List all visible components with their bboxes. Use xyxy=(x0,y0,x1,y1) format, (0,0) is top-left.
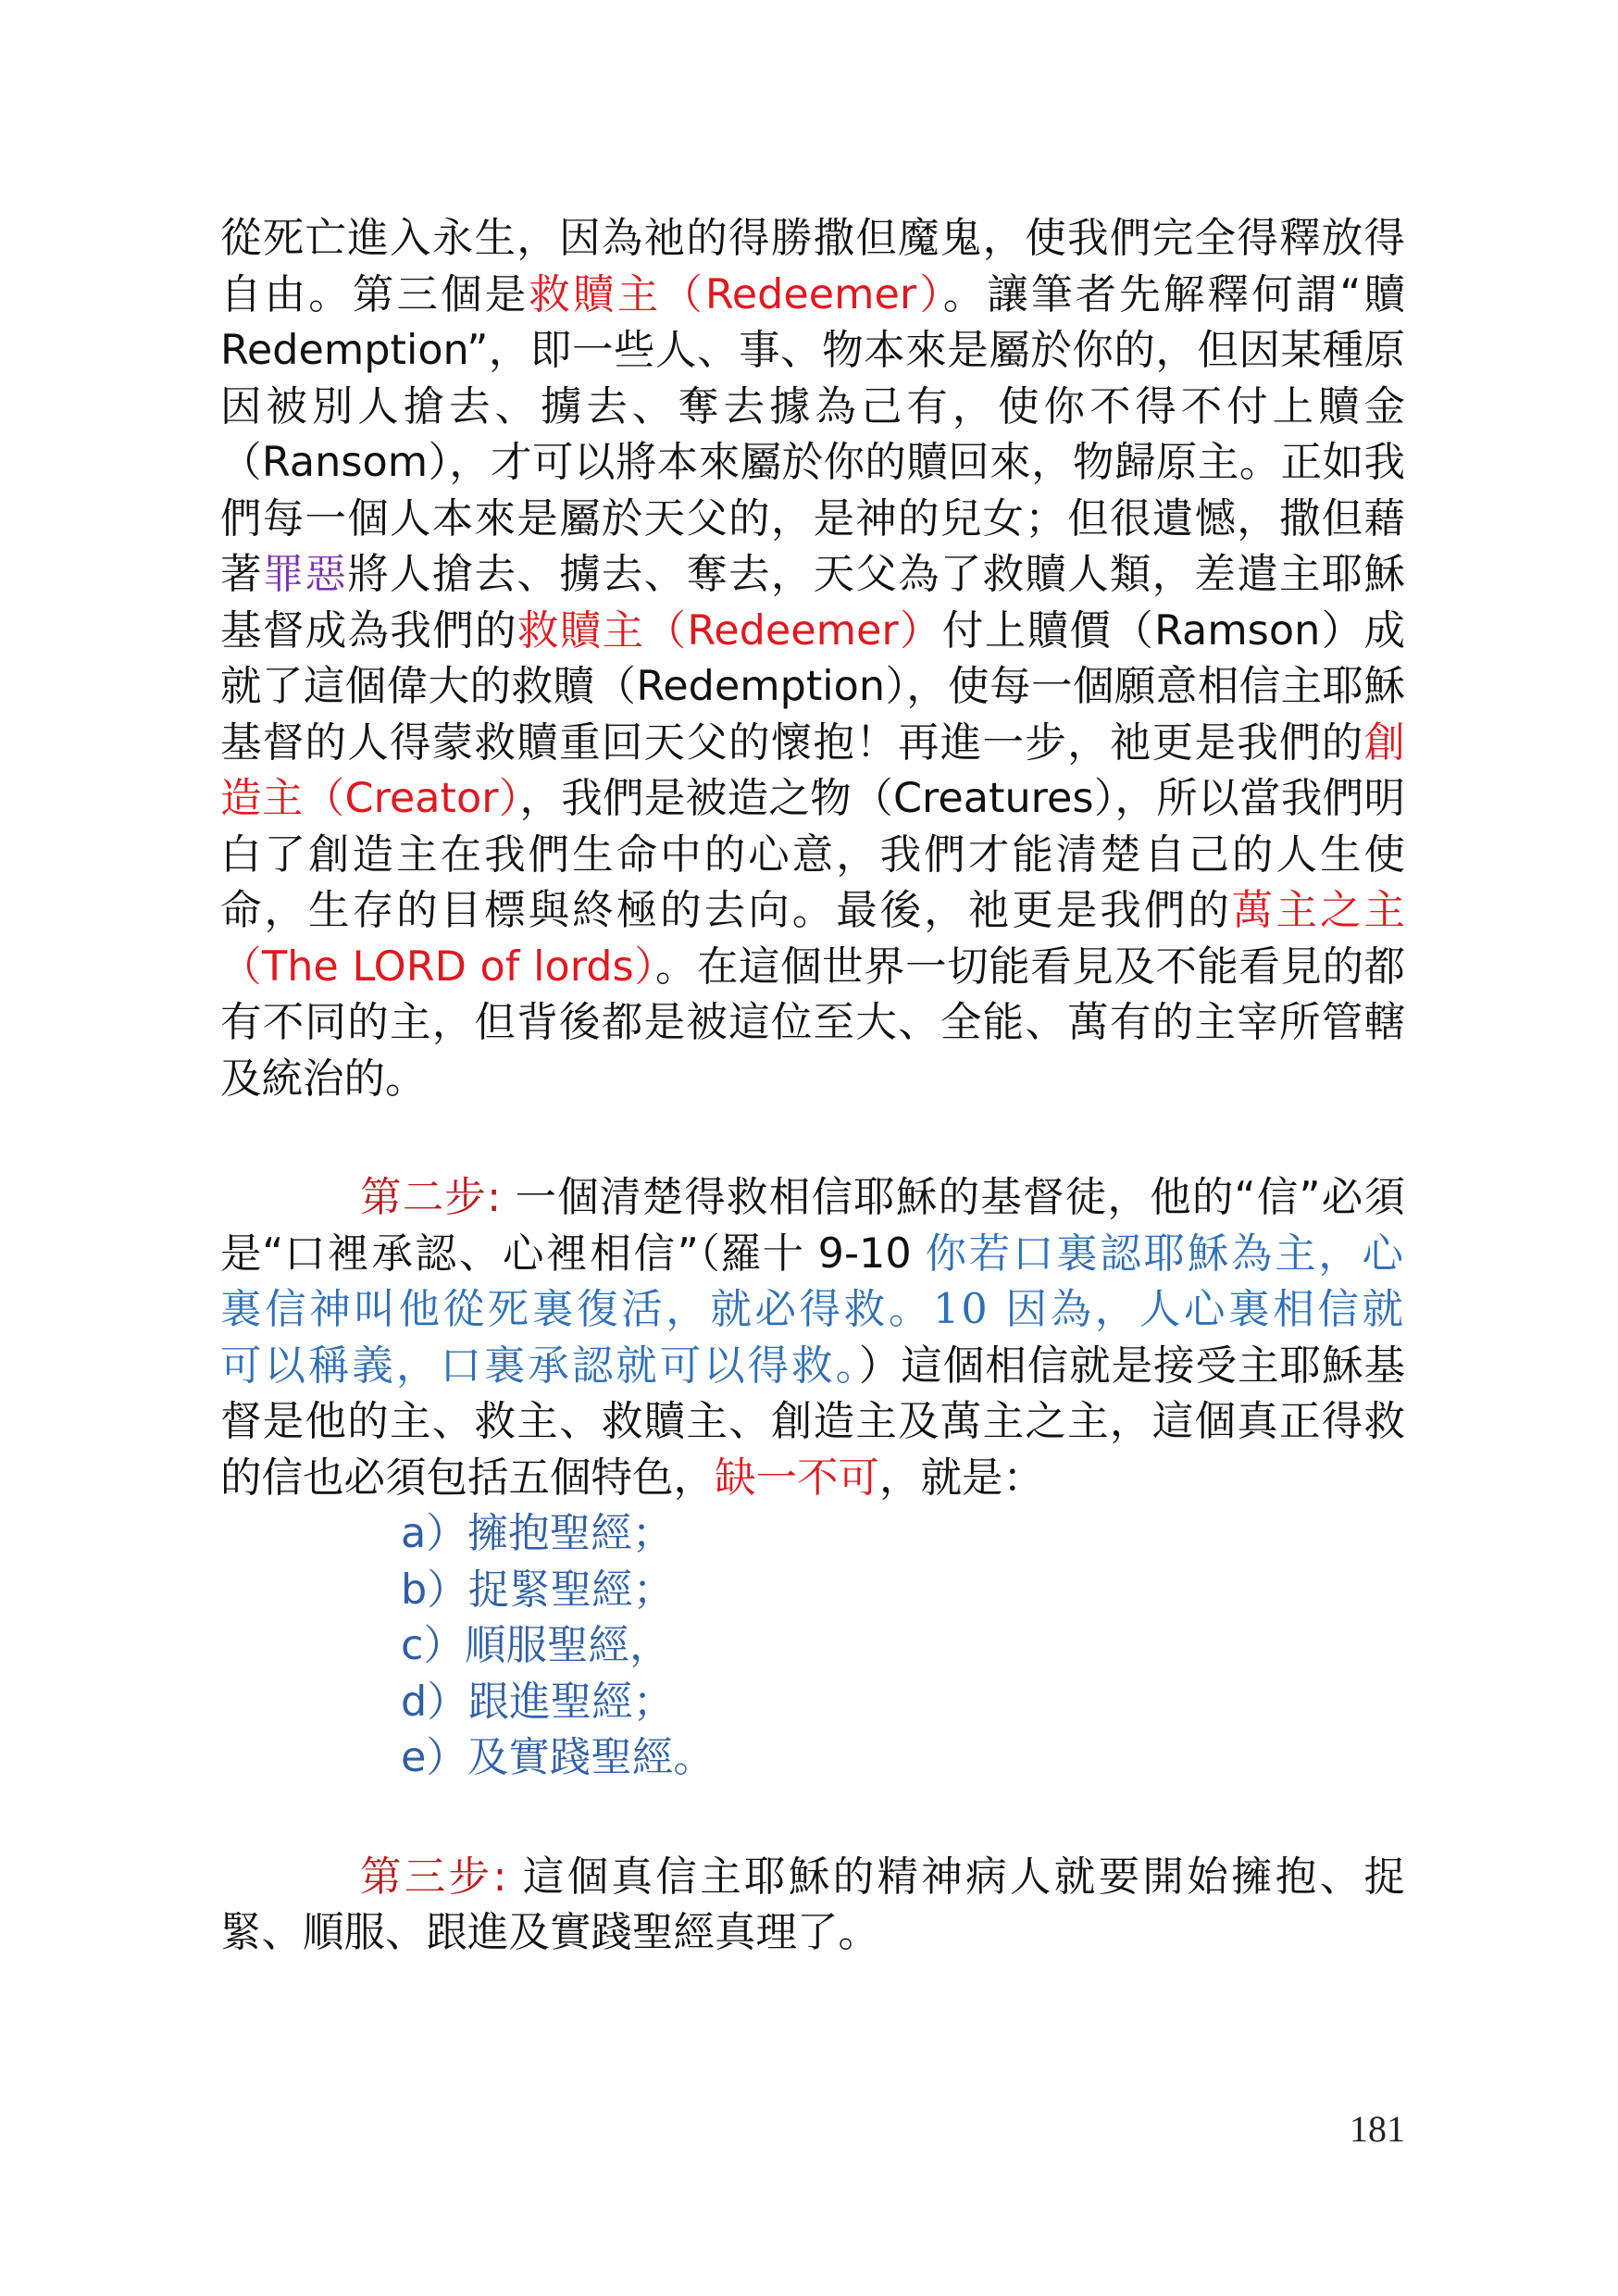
list-item: c）順服聖經， xyxy=(401,1622,671,1669)
paragraph1-run: 創造主（Creator） xyxy=(220,718,1405,822)
paragraph1-run: ，我們是被造之物（Creatures），所以當我們明白了創造主在我們生命中的心意，我們才能清楚自己的人生使命，生存的目標與終極的去向。最後，祂更是我們的 xyxy=(220,775,1405,934)
list-item: e）及實踐聖經。 xyxy=(401,1734,715,1781)
paragraph2-run: 第二步: xyxy=(360,1174,502,1221)
paragraph1-run: 救贖主（Redeemer） xyxy=(517,606,942,655)
paragraph1-run: 將人搶去、擄去、奪去，天父為了救贖人類，差遣主耶穌基督成為我們的 xyxy=(220,551,1405,655)
paragraph2-run: 你若口裏認耶穌為主，心裏信神叫他從死裏復活，就必得救。10 因為，人心裏相信就可以稱義，口裏承認就可以得救。 xyxy=(220,1229,1405,1390)
paragraph1-run: 。讓筆者先解釋何謂“贖 Redemption”，即一些人、事、物本來是屬於你的，但因某種原因被別人搶去、擄去、奪去據為己有，使你不得不付上贖金（Ransom），才可以將本來屬於你的贖回來，物歸原主。正如我們每一個人本來是屬於天父的，是神的兒女；但很遺憾，撒但藉著 xyxy=(220,270,1405,598)
list-item: a）擁抱聖經； xyxy=(401,1510,674,1557)
paragraph3-run: 這個真信主耶穌的精神病人就要開始擁抱、捉緊、順服、跟進及實踐聖經真理了。 xyxy=(220,1853,1405,1956)
paragraph1-run: 罪惡 xyxy=(262,551,348,598)
page-body xyxy=(220,211,1405,1962)
paragraph2-run: 一個清楚得救相信耶穌的基督徒，他的“信”必須是“ xyxy=(220,1174,1405,1278)
paragraph1-run: 。在這個世界一切能看見及不能看見的都有不同的主，但背後都是被這位至大、全能、萬有的主宰所管轄及統治的。 xyxy=(220,942,1405,1103)
paragraph2-run: ，就是： xyxy=(879,1454,1045,1502)
paragraph-2-step-two xyxy=(220,1170,1405,1506)
paragraph-3-step-three xyxy=(220,1850,1405,1962)
page-number: 181 xyxy=(1350,2108,1405,2150)
paragraph-1 xyxy=(220,211,1405,1107)
paragraph1-run: 從死亡進入永生，因為祂的得勝撒但魔鬼，使我們完全得釋放得自由。第三個是 xyxy=(220,215,1405,318)
paragraph1-run: 付上贖價（Ramson）成就了這個偉大的救贖（Redemption），使每一個願意相信主耶穌基督的人得蒙救贖重回天父的懷抱！再進一步，祂更是我們的 xyxy=(220,606,1405,767)
features-list xyxy=(220,1506,1405,1787)
list-item: b）捉緊聖經； xyxy=(401,1566,675,1614)
paragraph2-run: 缺一不可 xyxy=(715,1454,880,1502)
paragraph2-run: ”（羅十 9-10 xyxy=(677,1229,926,1278)
paragraph2-run: ）這個相信就是接受主耶穌基督是他的主、救主、救贖主、創造主及萬主之主，這個真正得救的信也必須包括五個特色， xyxy=(220,1341,1405,1502)
paragraph1-run: 萬主之主（The LORD of lords） xyxy=(220,887,1405,991)
list-item: d）跟進聖經； xyxy=(401,1678,675,1726)
paragraph2-run: 口裡承認、心裡相信 xyxy=(283,1229,678,1278)
paragraph1-run: 救贖主（Redeemer） xyxy=(529,270,943,318)
paragraph3-run: 第三步: xyxy=(360,1853,507,1901)
